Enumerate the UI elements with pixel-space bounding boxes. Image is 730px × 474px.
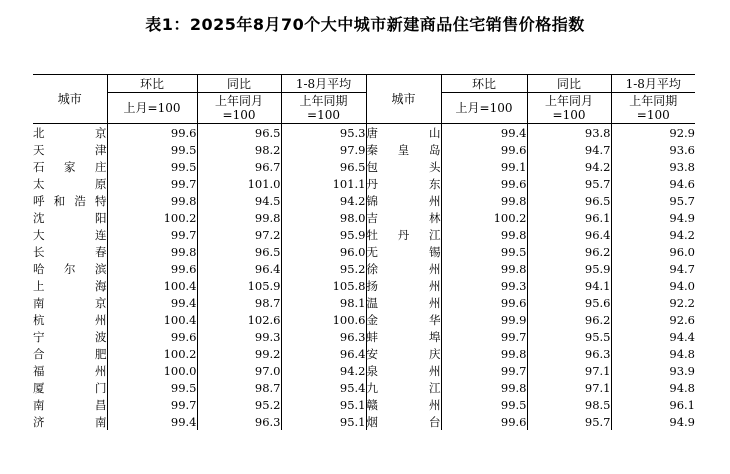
mom-value: 99.8: [441, 345, 527, 362]
mom-value: 99.4: [441, 124, 527, 142]
yoy-value: 96.5: [527, 192, 611, 209]
mom-value: 100.4: [107, 311, 197, 328]
city-name: 扬 州: [366, 278, 441, 293]
table-row: [33, 413, 695, 430]
avg-value: 94.2: [669, 227, 695, 242]
yoy-value: 98.5: [527, 396, 611, 413]
city-column-header: 城市: [366, 75, 441, 124]
yoy-value: 98.7: [197, 379, 281, 396]
avg-value: 98.1: [281, 294, 366, 311]
table-row: [33, 243, 695, 260]
yoy-value: 105.9: [197, 277, 281, 294]
yoy-value: 97.1: [527, 379, 611, 396]
city-name: 呼 和 浩 特: [33, 193, 107, 208]
yoy-value: 95.7: [527, 413, 611, 430]
table-row: [33, 379, 695, 396]
avg-value: 95.1: [281, 396, 366, 413]
mom-value: 99.1: [441, 158, 527, 175]
mom-value: 99.8: [441, 260, 527, 277]
mom-base-label: 上月=100: [441, 93, 527, 124]
city-name: 济 南: [33, 414, 107, 429]
table-row: [33, 226, 695, 243]
city-name: 长 春: [33, 244, 107, 259]
city-name: 唐 山: [366, 125, 441, 140]
yoy-value: 98.7: [197, 294, 281, 311]
table-row: [33, 141, 695, 158]
mom-value: 99.7: [107, 175, 197, 192]
avg-value: 92.2: [669, 295, 695, 310]
avg-value: 95.2: [281, 260, 366, 277]
city-column-header: 城市: [33, 75, 107, 124]
yoy-value: 95.5: [527, 328, 611, 345]
city-name: 天 津: [33, 142, 107, 157]
avg-value: 97.9: [281, 141, 366, 158]
city-name: 福 州: [33, 363, 107, 378]
avg-value: 94.4: [669, 329, 695, 344]
yoy-value: 94.5: [197, 192, 281, 209]
mom-value: 99.5: [107, 141, 197, 158]
yoy-value: 101.0: [197, 175, 281, 192]
mom-value: 99.6: [441, 175, 527, 192]
mom-value: 99.8: [441, 192, 527, 209]
mom-value: 99.9: [441, 311, 527, 328]
avg-value: 94.2: [281, 362, 366, 379]
yoy-value: 102.6: [197, 311, 281, 328]
mom-value: 99.6: [441, 141, 527, 158]
yoy-column-header: 同比: [527, 75, 611, 93]
avg-value: 96.0: [281, 243, 366, 260]
mom-value: 100.4: [107, 277, 197, 294]
mom-value: 99.6: [107, 328, 197, 345]
yoy-value: 98.2: [197, 141, 281, 158]
city-name: 宁 波: [33, 329, 107, 344]
yoy-base-label: 上年同月 =100: [197, 93, 281, 124]
city-name: 徐 州: [366, 261, 441, 276]
table-row: [33, 209, 695, 226]
avg-value: 94.0: [669, 278, 695, 293]
avg-base-label: 上年同期 =100: [281, 93, 366, 124]
city-name: 丹 东: [366, 176, 441, 191]
yoy-value: 99.3: [197, 328, 281, 345]
mom-value: 99.7: [441, 328, 527, 345]
avg-value: 93.9: [669, 363, 695, 378]
avg-column-header: 1-8月平均: [611, 75, 695, 93]
yoy-value: 97.1: [527, 362, 611, 379]
city-name: 沈 阳: [33, 210, 107, 225]
avg-value: 100.6: [281, 311, 366, 328]
yoy-value: 96.2: [527, 311, 611, 328]
mom-value: 99.6: [441, 413, 527, 430]
city-name: 太 原: [33, 176, 107, 191]
mom-value: 99.6: [107, 124, 197, 142]
avg-value: 94.8: [669, 380, 695, 395]
mom-value: 100.2: [107, 209, 197, 226]
table-row: [33, 277, 695, 294]
city-name: 石 家 庄: [33, 159, 107, 174]
city-name: 吉 林: [366, 210, 441, 225]
mom-value: 99.5: [107, 158, 197, 175]
city-name: 烟 台: [366, 414, 441, 429]
yoy-value: 96.2: [527, 243, 611, 260]
avg-value: 92.9: [669, 125, 695, 140]
table-row: [33, 175, 695, 192]
yoy-value: 96.4: [527, 226, 611, 243]
city-name: 泉 州: [366, 363, 441, 378]
mom-base-label: 上月=100: [107, 93, 197, 124]
city-name: 温 州: [366, 295, 441, 310]
avg-value: 96.5: [281, 158, 366, 175]
city-name: 牡 丹 江: [366, 227, 441, 242]
yoy-value: 95.9: [527, 260, 611, 277]
city-name: 大 连: [33, 227, 107, 242]
price-index-table: [33, 74, 695, 430]
mom-column-header: 环比: [107, 75, 197, 93]
city-name: 南 昌: [33, 397, 107, 412]
table-row: [33, 192, 695, 209]
city-name: 包 头: [366, 159, 441, 174]
city-name: 九 江: [366, 380, 441, 395]
city-name: 安 庆: [366, 346, 441, 361]
city-name: 合 肥: [33, 346, 107, 361]
mom-value: 100.2: [441, 209, 527, 226]
yoy-value: 99.8: [197, 209, 281, 226]
avg-value: 93.6: [669, 142, 695, 157]
city-name: 蚌 埠: [366, 329, 441, 344]
yoy-value: 96.5: [197, 243, 281, 260]
table-row: [33, 158, 695, 175]
yoy-value: 97.0: [197, 362, 281, 379]
table-row: [33, 294, 695, 311]
city-name: 无 锡: [366, 244, 441, 259]
mom-value: 99.7: [107, 396, 197, 413]
city-name: 金 华: [366, 312, 441, 327]
avg-column-header: 1-8月平均: [281, 75, 366, 93]
yoy-column-header: 同比: [197, 75, 281, 93]
avg-value: 98.0: [281, 209, 366, 226]
avg-value: 94.7: [669, 261, 695, 276]
mom-value: 99.3: [441, 277, 527, 294]
yoy-value: 96.3: [527, 345, 611, 362]
yoy-base-label: 上年同月 =100: [527, 93, 611, 124]
city-name: 锦 州: [366, 193, 441, 208]
avg-value: 94.8: [669, 346, 695, 361]
city-name: 秦 皇 岛: [366, 142, 441, 157]
yoy-value: 96.3: [197, 413, 281, 430]
yoy-value: 95.7: [527, 175, 611, 192]
avg-base-label: 上年同期 =100: [611, 93, 695, 124]
avg-value: 94.6: [669, 176, 695, 191]
avg-value: 95.3: [281, 124, 366, 142]
table-row: [33, 328, 695, 345]
yoy-value: 96.4: [197, 260, 281, 277]
yoy-value: 97.2: [197, 226, 281, 243]
city-name: 南 京: [33, 295, 107, 310]
city-name: 哈 尔 滨: [33, 261, 107, 276]
table-row: [33, 124, 695, 142]
avg-value: 94.9: [669, 210, 695, 225]
table-row: [33, 396, 695, 413]
avg-value: 95.1: [281, 413, 366, 430]
mom-value: 100.0: [107, 362, 197, 379]
yoy-value: 99.2: [197, 345, 281, 362]
mom-value: 99.4: [107, 294, 197, 311]
city-name: 厦 门: [33, 380, 107, 395]
avg-value: 105.8: [281, 277, 366, 294]
avg-value: 95.4: [281, 379, 366, 396]
avg-value: 93.8: [669, 159, 695, 174]
yoy-value: 95.6: [527, 294, 611, 311]
mom-value: 99.5: [107, 379, 197, 396]
mom-value: 99.8: [107, 192, 197, 209]
mom-value: 99.6: [441, 294, 527, 311]
mom-value: 99.4: [107, 413, 197, 430]
mom-value: 100.2: [107, 345, 197, 362]
avg-value: 101.1: [281, 175, 366, 192]
avg-value: 95.7: [669, 193, 695, 208]
yoy-value: 95.2: [197, 396, 281, 413]
avg-value: 96.3: [281, 328, 366, 345]
mom-value: 99.5: [441, 243, 527, 260]
yoy-value: 96.5: [197, 124, 281, 142]
page-title: 表1：2025年8月70个大中城市新建商品住宅销售价格指数: [145, 15, 585, 34]
city-name: 北 京: [33, 125, 107, 140]
mom-value: 99.8: [441, 226, 527, 243]
mom-value: 99.5: [441, 396, 527, 413]
yoy-value: 94.7: [527, 141, 611, 158]
avg-value: 96.4: [281, 345, 366, 362]
mom-value: 99.7: [441, 362, 527, 379]
mom-value: 99.8: [107, 243, 197, 260]
yoy-value: 96.1: [527, 209, 611, 226]
table-row: [33, 260, 695, 277]
yoy-value: 94.2: [527, 158, 611, 175]
mom-column-header: 环比: [441, 75, 527, 93]
city-name: 赣 州: [366, 397, 441, 412]
avg-value: 92.6: [669, 312, 695, 327]
table-row: [33, 362, 695, 379]
avg-value: 96.1: [669, 397, 695, 412]
table-row: [33, 345, 695, 362]
avg-value: 94.2: [281, 192, 366, 209]
avg-value: 95.9: [281, 226, 366, 243]
mom-value: 99.7: [107, 226, 197, 243]
yoy-value: 96.7: [197, 158, 281, 175]
city-name: 上 海: [33, 278, 107, 293]
yoy-value: 94.1: [527, 277, 611, 294]
mom-value: 99.6: [107, 260, 197, 277]
yoy-value: 93.8: [527, 124, 611, 142]
avg-value: 96.0: [669, 244, 695, 259]
mom-value: 99.8: [441, 379, 527, 396]
table-row: [33, 311, 695, 328]
avg-value: 94.9: [669, 414, 695, 429]
city-name: 杭 州: [33, 312, 107, 327]
